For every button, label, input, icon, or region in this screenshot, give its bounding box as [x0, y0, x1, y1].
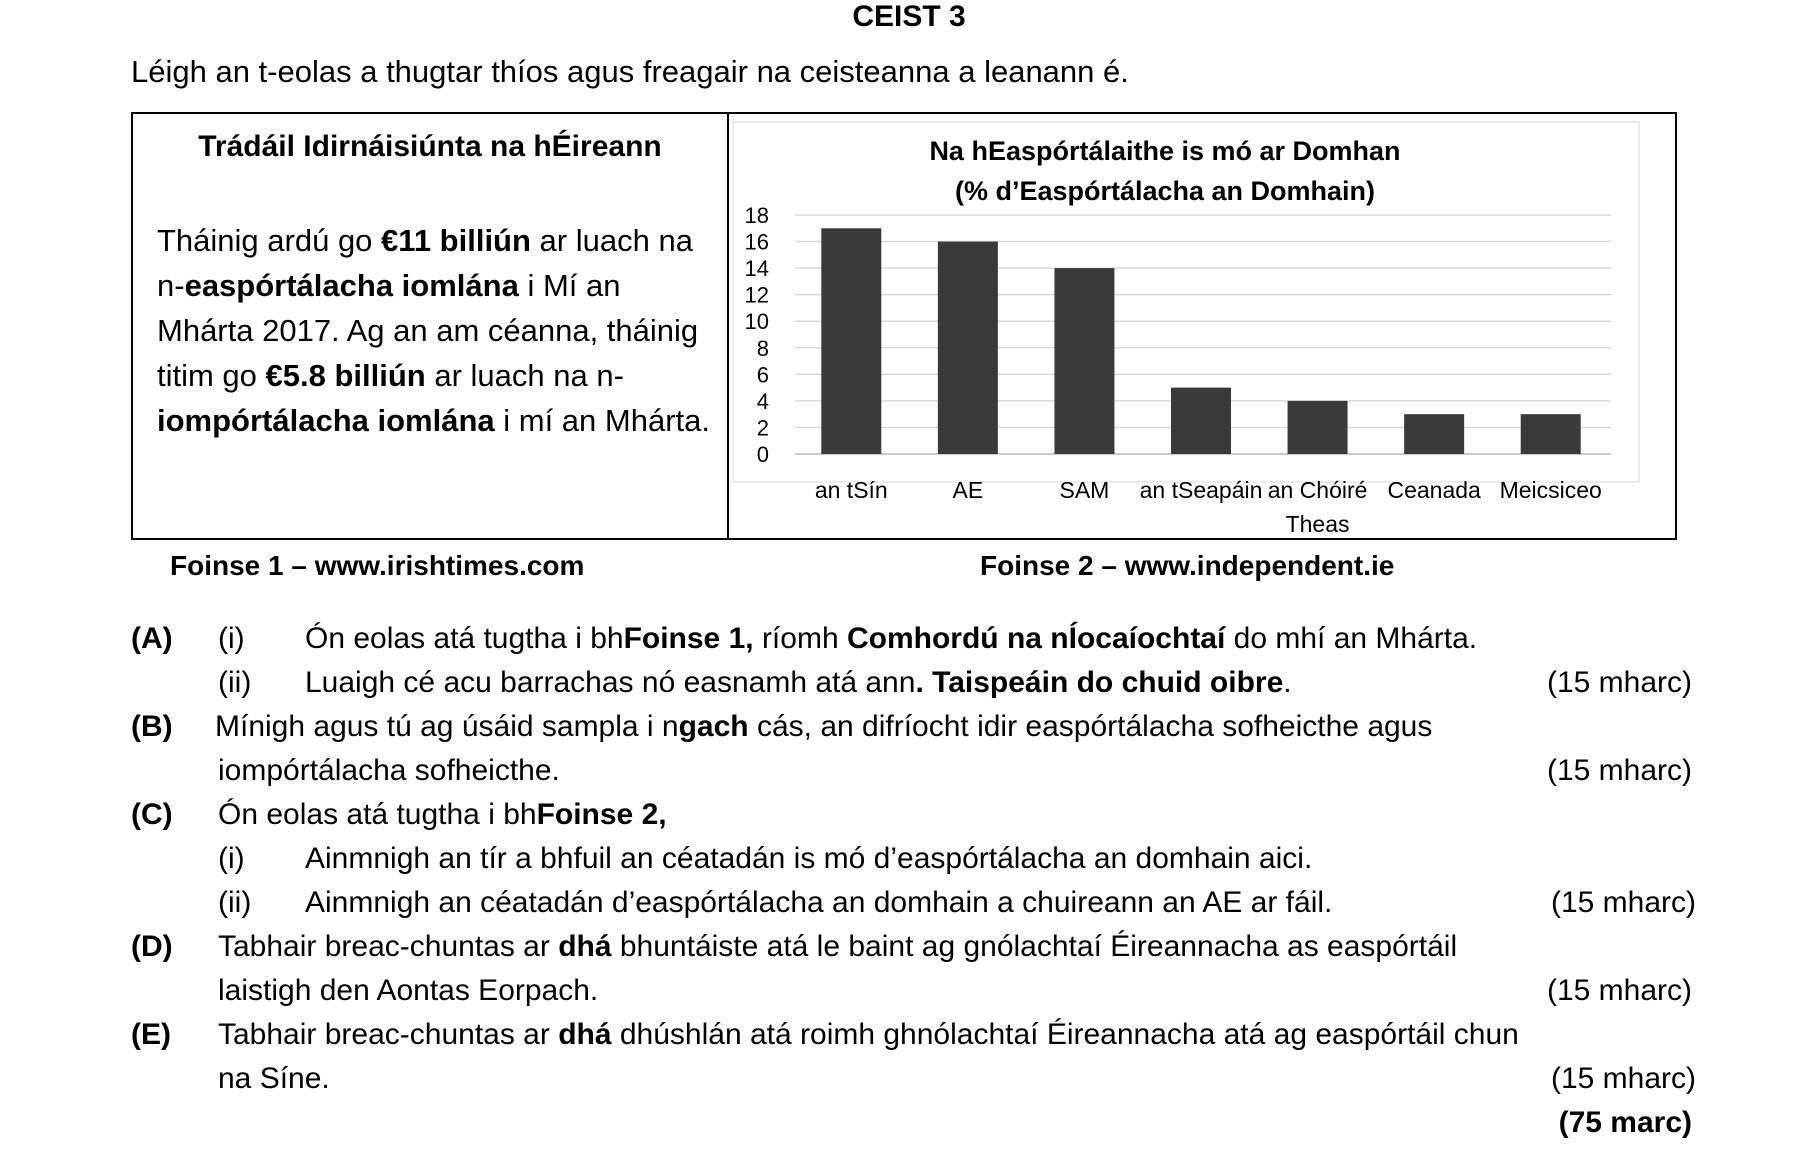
bar-6	[1521, 414, 1581, 454]
x-tick-label: an Chóiré	[1267, 477, 1368, 503]
question-e-line2: na Síne.	[218, 1062, 330, 1095]
x-tick-label: an tSín	[814, 477, 888, 503]
question-a-ii-number: (ii)	[218, 666, 252, 699]
question-c-ii-number: (ii)	[218, 886, 252, 919]
page-title: CEIST 3	[852, 0, 966, 33]
question-b-line1: Mínigh agus tú ag úsáid sampla i ngach cás, an difríocht idir easpórtálacha sofheicthe agus	[215, 710, 1433, 743]
y-tick-label: 16	[744, 229, 769, 255]
question-d-marks: (15 mharc)	[1546, 974, 1692, 1007]
instructions: Léigh an t-eolas a thugtar thíos agus freagair na ceisteanna a leanann é.	[131, 54, 1129, 89]
question-c-label: (C)	[131, 798, 173, 831]
bar-4	[1288, 401, 1348, 454]
question-c-ii-text: Ainmnigh an céatadán d’easpórtálacha an domhain a chuireann an AE ar fáil.	[305, 886, 1333, 919]
question-a-i-text: Ón eolas atá tugtha i bhFoinse 1, ríomh Comhordú na nÍocaíochtaí do mhí an Mhárta.	[305, 622, 1478, 655]
source1-caption: Foinse 1 – www.irishtimes.com	[170, 550, 585, 581]
y-tick-label: 14	[744, 256, 769, 282]
bar-3	[1171, 388, 1231, 454]
x-tick-label: SAM	[1059, 477, 1110, 503]
question-d-label: (D)	[131, 930, 173, 963]
question-b-line2: iompórtálacha sofheicthe.	[218, 754, 560, 787]
question-c-i-number: (i)	[218, 842, 245, 875]
box-divider	[727, 114, 729, 538]
question-a-marks: (15 mharc)	[1546, 666, 1692, 699]
question-e-marks: (15 mharc)	[1550, 1062, 1696, 1095]
total-marks: (75 marc)	[1558, 1106, 1692, 1139]
question-a-i-number: (i)	[218, 622, 245, 655]
question-a-ii-text: Luaigh cé acu barrachas nó easnamh atá ann. Taispeáin do chuid oibre.	[305, 666, 1292, 699]
y-tick-label: 2	[756, 415, 769, 441]
x-tick-label: an tSeapáin	[1139, 477, 1263, 503]
chart-area	[731, 114, 1675, 538]
bar-2	[1054, 268, 1114, 454]
y-tick-label: 8	[756, 335, 769, 361]
chart-title: Na hEaspórtálaithe is mó ar Domhan	[929, 136, 1401, 166]
y-tick-label: 12	[744, 282, 769, 308]
y-tick-label: 6	[756, 362, 769, 388]
question-e-label: (E)	[131, 1018, 171, 1051]
y-tick-label: 4	[756, 388, 769, 414]
question-c-i-text: Ainmnigh an tír a bhfuil an céatadán is mó d’easpórtálacha an domhain aici.	[305, 842, 1313, 875]
y-tick-label: 0	[756, 442, 769, 467]
bar-5	[1404, 414, 1464, 454]
question-e-line1: Tabhair breac-chuntas ar dhá dhúshlán atá roimh ghnólachtaí Éireannacha atá ag easpórtáil chun	[218, 1018, 1519, 1051]
question-c-line1: Ón eolas atá tugtha i bhFoinse 2,	[218, 798, 667, 831]
question-d-line2: laistigh den Aontas Eorpach.	[218, 974, 599, 1007]
y-tick-label: 10	[744, 309, 769, 335]
source1-heading: Trádáil Idirnáisiúnta na hÉireann	[198, 130, 662, 163]
question-d-line1: Tabhair breac-chuntas ar dhá bhuntáiste atá le baint ag gnólachtaí Éireannacha as easpórtáil	[218, 930, 1458, 963]
x-tick-label: Ceanada	[1387, 477, 1481, 503]
bar-0	[821, 228, 881, 454]
question-b-label: (B)	[131, 710, 173, 743]
question-a-label: (A)	[131, 622, 173, 655]
chart-subtitle: (% d’Easpórtálacha an Domhain)	[954, 176, 1376, 206]
x-tick-label: AE	[952, 477, 984, 503]
sources-box	[131, 112, 1677, 540]
source2-caption: Foinse 2 – www.independent.ie	[980, 550, 1395, 581]
source1-text: Tháinig ardú go €11 billiún ar luach na n-easpórtálacha iomlána i Mí an Mhárta 2017. Ag an am céanna, tháinig titim go €5.8 billiún ar luach na n-iompórtálacha iomlána i mí an Mhárta.	[157, 223, 710, 438]
bar-1	[938, 242, 998, 454]
question-c-marks: (15 mharc)	[1550, 886, 1696, 919]
x-tick-label: Theas	[1285, 511, 1350, 537]
question-b-marks: (15 mharc)	[1546, 754, 1692, 787]
x-tick-label: Meicsiceo	[1499, 477, 1602, 503]
y-tick-label: 18	[744, 203, 769, 228]
bar-chart	[731, 114, 1675, 538]
